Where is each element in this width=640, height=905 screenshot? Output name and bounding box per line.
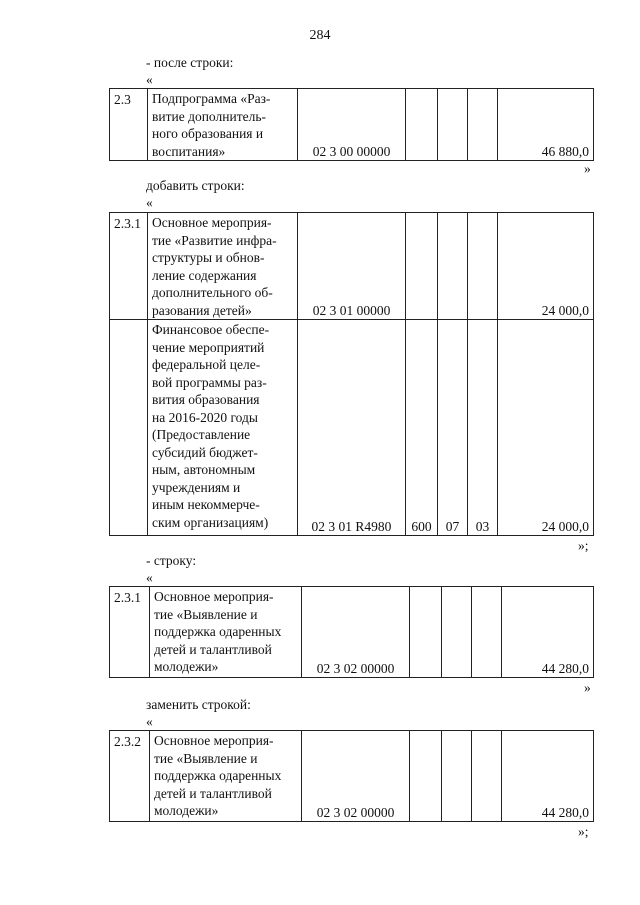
row-name-line: молодежи» (154, 659, 219, 674)
row-rz (442, 587, 472, 678)
row-name-line: ским организациям) (152, 514, 269, 530)
row-name-line: вития образования (152, 392, 260, 407)
row-code: 02 3 01 00000 (298, 213, 406, 320)
row-code: 02 3 02 00000 (302, 587, 410, 678)
budget-table-4 (109, 730, 594, 822)
row-number: 2.3 (110, 89, 148, 161)
row-code: 02 3 00 00000 (298, 89, 406, 161)
budget-table-2 (109, 212, 594, 536)
row-name-line: ление содержания (152, 267, 257, 283)
row-vr (406, 213, 438, 320)
row-vr: 600 (406, 320, 438, 536)
row-name (150, 731, 302, 822)
row-vr (406, 89, 438, 161)
table-row (110, 587, 594, 678)
opening-quote: « (146, 195, 153, 210)
row-pr (468, 213, 498, 320)
row-rz (438, 89, 468, 161)
row-code: 02 3 01 R4980 (298, 320, 406, 536)
row-name-line: Подпрограмма «Раз- (152, 91, 271, 106)
instruction-add-rows: добавить строки: (146, 178, 245, 193)
row-name-line: Основное мероприя- (154, 589, 274, 604)
opening-quote: « (146, 570, 153, 585)
row-name-line: поддержка одаренных (154, 624, 282, 639)
row-name-line: чение мероприятий (152, 339, 265, 355)
closing-quote: » (584, 161, 591, 176)
row-pr: 03 (468, 320, 498, 536)
budget-table-1 (109, 88, 594, 161)
instruction-after-row: - после строки: (146, 55, 234, 70)
row-name-line: витие дополнитель- (152, 108, 266, 124)
table-row (110, 320, 594, 536)
row-name-line: тие «Выявление и (154, 606, 258, 622)
row-name-line: ного образования и (152, 126, 264, 141)
instruction-replace-with: заменить строкой: (146, 697, 251, 712)
row-sum: 44 280,0 (502, 731, 594, 822)
row-vr (410, 587, 442, 678)
row-number: 2.3.1 (110, 213, 148, 320)
row-name-line: тие «Выявление и (154, 750, 258, 766)
row-name-line: структуры и обнов- (152, 250, 265, 265)
closing-quote: » (584, 680, 591, 695)
closing-quote-semicolon: »; (578, 824, 589, 839)
row-name (148, 213, 298, 320)
instruction-row: - строку: (146, 553, 197, 568)
row-name-line: федеральной целе- (152, 357, 261, 372)
row-name-line: ным, автономным (152, 462, 256, 477)
row-name-line: детей и талантливой (154, 641, 272, 657)
row-name (148, 89, 298, 161)
row-rz (438, 213, 468, 320)
row-number (110, 320, 148, 536)
opening-quote: « (146, 714, 153, 729)
row-rz: 07 (438, 320, 468, 536)
row-sum: 24 000,0 (498, 320, 594, 536)
budget-table-3 (109, 586, 594, 678)
row-name-line: поддержка одаренных (154, 768, 282, 783)
row-sum: 46 880,0 (498, 89, 594, 161)
row-pr (472, 587, 502, 678)
row-name (150, 587, 302, 678)
row-name-line: (Предоставление (152, 427, 251, 442)
row-number: 2.3.2 (110, 731, 150, 822)
opening-quote: « (146, 72, 153, 87)
row-sum: 44 280,0 (502, 587, 594, 678)
row-name-line: Основное мероприя- (154, 733, 274, 748)
row-name-line: тие «Развитие инфра- (152, 232, 277, 248)
row-name-line: на 2016-2020 годы (152, 409, 258, 425)
row-name-line: субсидий бюджет- (152, 444, 258, 460)
row-name-line: вой программы раз- (152, 374, 267, 390)
row-pr (468, 89, 498, 161)
table-row (110, 731, 594, 822)
row-code: 02 3 02 00000 (302, 731, 410, 822)
row-vr (410, 731, 442, 822)
row-sum: 24 000,0 (498, 213, 594, 320)
row-rz (442, 731, 472, 822)
closing-quote-semicolon: »; (578, 538, 589, 553)
table-row (110, 89, 594, 161)
table-row (110, 213, 594, 320)
row-name (148, 320, 298, 536)
row-name-line: учреждениям и (152, 479, 241, 495)
row-name-line: разования детей» (152, 302, 252, 318)
row-number: 2.3.1 (110, 587, 150, 678)
row-name-line: молодежи» (154, 803, 219, 818)
row-name-line: воспитания» (152, 143, 226, 159)
page-number: 284 (309, 28, 331, 43)
row-name-line: иным некоммерче- (152, 497, 260, 512)
row-name-line: детей и талантливой (154, 785, 272, 801)
row-name-line: Финансовое обеспе- (152, 322, 270, 337)
row-name-line: дополнительного об- (152, 285, 273, 300)
row-name-line: Основное мероприя- (152, 215, 272, 230)
row-pr (472, 731, 502, 822)
